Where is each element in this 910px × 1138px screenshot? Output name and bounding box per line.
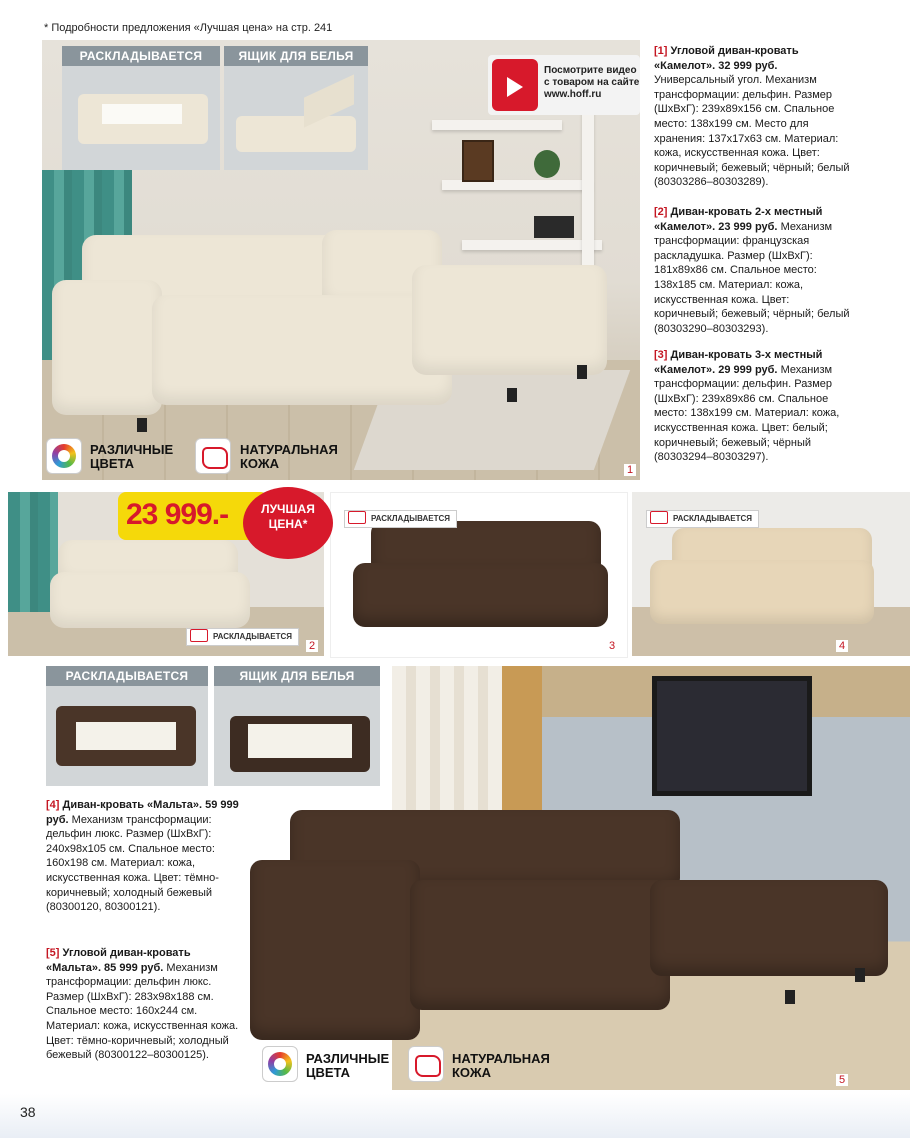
product-4-description	[46, 798, 242, 915]
inset-label: РАСКЛАДЫВАЕТСЯ	[62, 46, 220, 66]
video-link[interactable]: www.hoff.ru	[544, 89, 602, 100]
sofa-leg	[785, 990, 795, 1004]
plant	[534, 150, 560, 178]
unfolds-tag: РАСКЛАДЫВАЕТСЯ	[344, 510, 457, 528]
inset-label: ЯЩИК ДЛЯ БЕЛЬЯ	[224, 46, 368, 66]
video-play-icon[interactable]	[492, 59, 538, 111]
inset-linen-box-1	[224, 46, 368, 170]
box	[534, 216, 574, 238]
unfolds-tag: РАСКЛАДЫВАЕТСЯ	[646, 510, 759, 528]
inset-linen-box-2	[214, 666, 380, 786]
leather-icon	[408, 1046, 444, 1082]
colors-label: РАЗЛИЧНЫЕ ЦВЕТА	[306, 1051, 390, 1080]
sofa-seat	[152, 295, 452, 405]
wall-picture	[652, 676, 812, 796]
product-text: Механизм трансформации: дельфин. Размер (ШхВхГ): 239х89х86 см. Спальное место: 138х199 см. Материал: кожа, искусственная кожа. Цвет: белый; коричневый; бежевый; чёрный (80303294–80303297).	[654, 363, 840, 464]
product-5-description	[46, 946, 242, 1063]
inset-unfolds-1	[62, 46, 220, 170]
leather-label: НАТУРАЛЬНАЯ КОЖА	[452, 1051, 550, 1080]
product-ref: [3]	[654, 349, 668, 361]
sofa-seat	[410, 880, 670, 1010]
offer-footnote: * Подробности предложения «Лучшая цена» на стр. 241	[44, 22, 333, 34]
product-name: Диван-кровать 3-х местный «Камелот». 29 999 руб.	[654, 349, 823, 376]
leather-icon	[195, 438, 231, 474]
page-footer	[0, 1094, 910, 1138]
sofa-arm	[250, 860, 420, 1040]
product-2-description	[654, 205, 854, 336]
product-3-description	[654, 348, 854, 465]
best-price-badge	[243, 487, 333, 559]
sofa-arm	[52, 280, 162, 415]
product-name: Угловой диван-кровать «Камелот». 32 999 руб.	[654, 45, 799, 72]
colors-icon	[262, 1046, 298, 1082]
video-text-2: с товаром на сайте	[544, 77, 640, 88]
product-1-description	[654, 44, 854, 190]
sofa-seat	[50, 572, 250, 628]
colors-icon	[46, 438, 82, 474]
product-ref: [1]	[654, 45, 668, 57]
photo-number: 3	[606, 640, 618, 652]
best-price-l2: ЦЕНА*	[268, 517, 308, 531]
photo-number: 5	[836, 1074, 848, 1086]
sofa-leg	[137, 418, 147, 432]
shelf	[432, 120, 562, 130]
leather-label: НАТУРАЛЬНАЯ КОЖА	[240, 442, 338, 471]
unfolds-icon	[190, 629, 208, 642]
sofa-chaise	[412, 265, 607, 375]
product-ref: [2]	[654, 206, 668, 218]
sofa-leg	[577, 365, 587, 379]
mattress-image	[102, 104, 182, 124]
product-text: Механизм трансформации: французская раскладушка. Размер (ШхВхГ): 181х89х86 см. Спальное место: 138х185 см. Материал: кожа, искусственная кожа. Цвет: коричневый; бежевый; чёрный; белый (80303290–80303293).	[654, 220, 850, 335]
video-badge[interactable]	[488, 55, 640, 115]
photo-number: 4	[836, 640, 848, 652]
inset-unfolds-2	[46, 666, 208, 786]
sofa-seat	[650, 560, 874, 624]
product-name: Диван-кровать «Мальта». 59 999 руб.	[46, 799, 239, 826]
mattress-image	[76, 722, 176, 750]
product-text: Универсальный угол. Механизм трансформации: дельфин. Размер (ШхВхГ): 239х89х156 см. Спальное место: 138х199 см. Место для хранения: 137х17х63 см. Материал: кожа, искусственная кожа. Цвет: коричневый; бежевый; чёрный; белый (80303286–80303289).	[654, 74, 850, 189]
inset-label: ЯЩИК ДЛЯ БЕЛЬЯ	[214, 666, 380, 686]
sofa-chaise	[650, 880, 888, 976]
product-name: Диван-кровать 2-х местный «Камелот». 23 999 руб.	[654, 206, 823, 233]
colors-label: РАЗЛИЧНЫЕ ЦВЕТА	[90, 442, 174, 471]
unfolds-tag: РАСКЛАДЫВАЕТСЯ	[186, 628, 299, 646]
product-name: Угловой диван-кровать «Мальта». 85 999 руб.	[46, 947, 191, 974]
product-ref: [5]	[46, 947, 60, 959]
photo-number: 1	[624, 464, 636, 476]
best-price-l1: ЛУЧШАЯ	[261, 502, 315, 516]
sofa-seat	[353, 563, 608, 627]
product-text: Механизм трансформации: дельфин люкс. Размер (ШхВхГ): 240х98х105 см. Спальное место: 160х198 см. Материал: кожа, искусственная кожа. Цвет: тёмно-коричневый; холодный бежевый (80300120, 80300121).	[46, 813, 219, 914]
sofa-image	[236, 116, 356, 152]
unfolds-icon	[348, 511, 366, 524]
photo-number: 2	[306, 640, 318, 652]
inset-label: РАСКЛАДЫВАЕТСЯ	[46, 666, 208, 686]
picture-frame	[462, 140, 494, 182]
page-number: 38	[20, 1104, 36, 1120]
sofa-leg	[507, 388, 517, 402]
video-text-1: Посмотрите видео	[544, 65, 637, 76]
unfolds-icon	[650, 511, 668, 524]
product-text: Механизм трансформации: дельфин люкс. Размер (ШхВхГ): 283х98х188 см. Спальное место: 160х244 см. Материал: кожа, искусственная кожа. Цвет: тёмно-коричневый; холодный бежевый (80300122–80300125).	[46, 961, 239, 1062]
product-ref: [4]	[46, 799, 60, 811]
price-value: 23 999.-	[126, 498, 229, 531]
shelf	[462, 240, 602, 250]
box-interior	[248, 724, 352, 758]
sofa-leg	[855, 968, 865, 982]
